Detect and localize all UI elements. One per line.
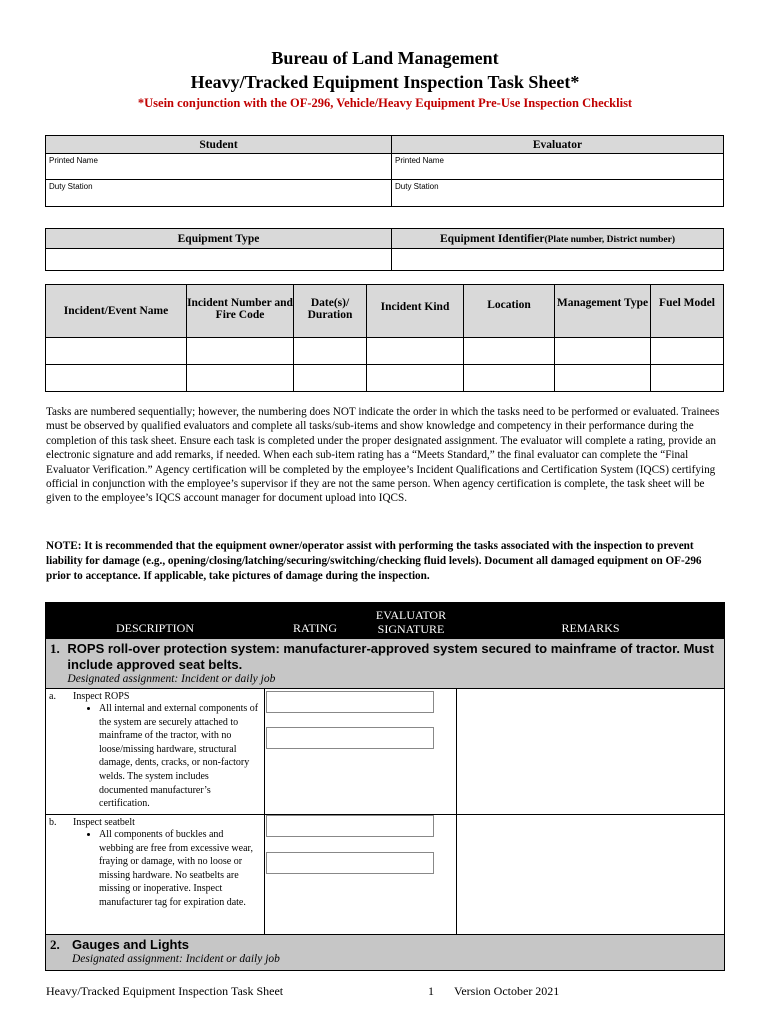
incident-name-header: Incident/Event Name bbox=[46, 285, 187, 338]
document-title-line2: Heavy/Tracked Equipment Inspection Task Sheet* bbox=[190, 72, 580, 92]
incident-cell[interactable] bbox=[651, 365, 724, 392]
equipment-type-header: Equipment Type bbox=[46, 229, 392, 249]
designated-assignment: Designated assignment: Incident or daily job bbox=[72, 953, 280, 965]
student-header: Student bbox=[46, 136, 392, 154]
evaluator-printed-name-label: Printed Name bbox=[395, 156, 444, 165]
item-label: Inspect seatbelt bbox=[73, 817, 135, 828]
section-row-2 bbox=[46, 935, 725, 971]
incident-cell[interactable] bbox=[367, 365, 464, 392]
management-type-header: Management Type bbox=[555, 285, 651, 338]
student-duty-station-label: Duty Station bbox=[49, 182, 93, 191]
incident-cell[interactable] bbox=[367, 338, 464, 365]
equipment-identifier-header bbox=[392, 229, 724, 249]
evaluator-printed-name-field[interactable] bbox=[392, 154, 724, 180]
note-paragraph: NOTE: It is recommended that the equipment owner/operator assist with performing the tasks associated with the inspection to prevent liability for damage (e.g., opening/closing/latching/securing/switching/checking fluid levels). Document all damaged equipment on OF-296 prior to acceptance. If applicable, take pictures of damage during the inspection. bbox=[46, 540, 702, 582]
incident-table bbox=[45, 284, 724, 392]
section-title: ROPS roll-over protection system: manufacturer-approved system secured to mainframe of tractor. Must include approved seat belts. bbox=[67, 641, 714, 672]
incident-cell[interactable] bbox=[294, 338, 367, 365]
incident-cell[interactable] bbox=[187, 365, 294, 392]
equipment-table bbox=[45, 228, 724, 271]
section-row-1 bbox=[46, 639, 725, 689]
incident-number-header: Incident Number and Fire Code bbox=[187, 285, 294, 338]
incident-cell[interactable] bbox=[651, 338, 724, 365]
remarks-column-header: REMARKS bbox=[457, 603, 725, 639]
incident-cell[interactable] bbox=[187, 338, 294, 365]
evaluator-signature-column-header: EVALUATOR SIGNATURE bbox=[366, 603, 457, 639]
dates-duration-header: Date(s)/ Duration bbox=[294, 285, 367, 338]
student-duty-station-field[interactable] bbox=[46, 180, 392, 207]
footer-version: Version October 2021 bbox=[454, 984, 560, 998]
page-number: 1 bbox=[428, 984, 434, 998]
rating-input[interactable] bbox=[266, 691, 434, 713]
section-number: 2. bbox=[50, 937, 60, 952]
item-letter: a. bbox=[49, 691, 56, 702]
signature-input[interactable] bbox=[266, 852, 434, 874]
location-header: Location bbox=[464, 285, 555, 338]
footer-title: Heavy/Tracked Equipment Inspection Task Sheet bbox=[46, 984, 284, 998]
signature-input[interactable] bbox=[266, 727, 434, 749]
incident-kind-header: Incident Kind bbox=[367, 285, 464, 338]
section-title: Gauges and Lights bbox=[72, 937, 190, 952]
equipment-identifier-field[interactable] bbox=[392, 249, 724, 271]
incident-cell[interactable] bbox=[46, 338, 187, 365]
equipment-type-field[interactable] bbox=[46, 249, 392, 271]
fuel-model-header: Fuel Model bbox=[651, 285, 724, 338]
document-subtitle: *Usein conjunction with the OF-296, Vehicle/Heavy Equipment Pre-Use Inspection Checklist bbox=[137, 96, 633, 110]
rating-input[interactable] bbox=[266, 815, 434, 837]
incident-cell[interactable] bbox=[555, 365, 651, 392]
item-letter: b. bbox=[49, 817, 57, 828]
incident-cell[interactable] bbox=[555, 338, 651, 365]
evaluator-duty-station-field[interactable] bbox=[392, 180, 724, 207]
section-number: 1. bbox=[50, 641, 60, 656]
student-printed-name-field[interactable] bbox=[46, 154, 392, 180]
document-title-line1: Bureau of Land Management bbox=[271, 48, 499, 68]
remarks-cell[interactable] bbox=[457, 689, 725, 815]
equipment-identifier-note: (Plate number, District number) bbox=[544, 234, 675, 245]
evaluator-duty-station-label: Duty Station bbox=[395, 182, 439, 191]
rating-column-header: RATING bbox=[265, 603, 366, 639]
equipment-identifier-label: Equipment Identifier bbox=[440, 232, 545, 245]
incident-cell[interactable] bbox=[464, 338, 555, 365]
description-column-header: DESCRIPTION bbox=[46, 603, 265, 639]
item-criteria: • All components of buckles and webbing are free from excessive wear, fraying or damage, with no loose or missing hardware. No seatbelts are missing or inoperative. Inspect manufacturer tag for expiration date. bbox=[99, 828, 259, 910]
item-label: Inspect ROPS bbox=[73, 691, 130, 702]
remarks-cell[interactable] bbox=[457, 815, 725, 935]
designated-assignment: Designated assignment: Incident or daily job bbox=[67, 673, 276, 685]
people-table bbox=[45, 135, 724, 207]
task-table bbox=[45, 602, 725, 971]
item-criteria: • All internal and external components of the system are securely attached to mainframe of the tractor, with no loose/missing hardware, structural damage, dents, cracks, or non-factory welds. The system includes documented manufacturer’s certification. bbox=[99, 702, 259, 811]
instructions-paragraph: Tasks are numbered sequentially; however, the numbering does NOT indicate the order in which the tasks need to be performed or evaluated. Trainees must be observed by qualified evaluators and complete all tasks/sub-items and show knowledge and competency in their performance during the completion of this task sheet. Ensure each task is completed under the proper designated assignment. The evaluator will complete a rating, provide an electronic signature and add remarks, if needed. When each sub-item rating has a “Meets Standard,” the final evaluator can complete the “Final Evaluator Verification.” Agency certification will be completed by the employee’s Incident Qualifications and Certification System (IQCS) certifying official in conjunction with the employee’s supervisor if they are not the same person. When agency certification is complete, the task sheet will be given to the employee’s IQCS account manager for document upload into IQCS. bbox=[46, 406, 720, 505]
student-printed-name-label: Printed Name bbox=[49, 156, 98, 165]
evaluator-header: Evaluator bbox=[392, 136, 724, 154]
incident-cell[interactable] bbox=[294, 365, 367, 392]
incident-cell[interactable] bbox=[46, 365, 187, 392]
incident-cell[interactable] bbox=[464, 365, 555, 392]
